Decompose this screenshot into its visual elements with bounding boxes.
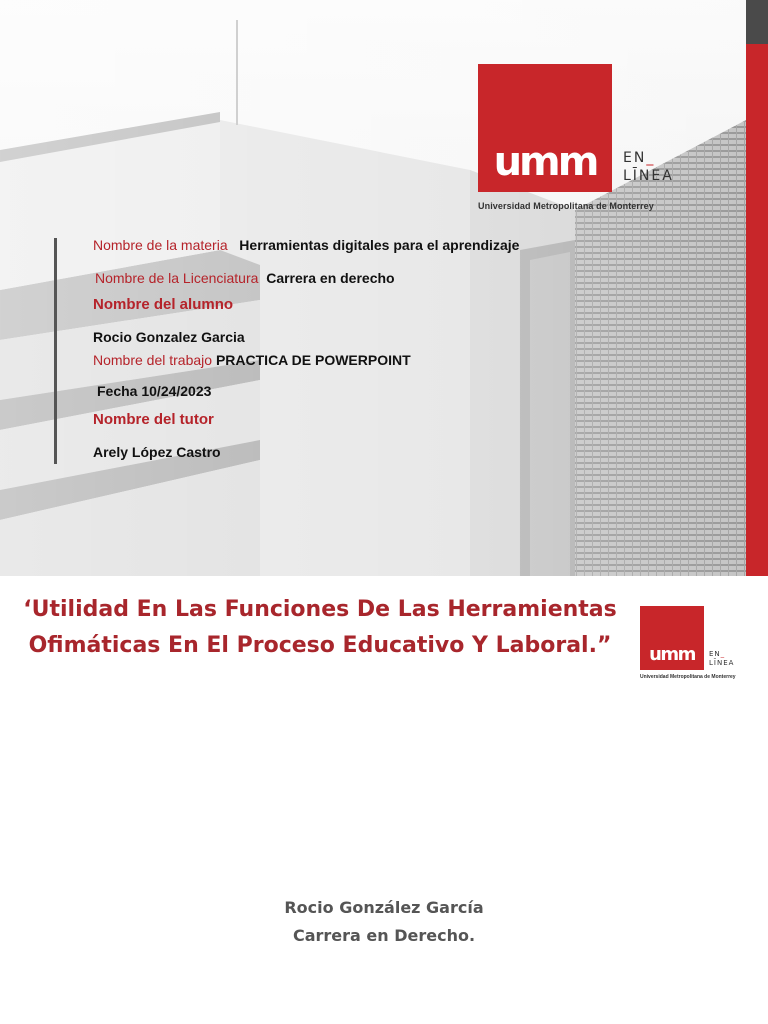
umm-logo: [478, 64, 688, 216]
licenciatura-row: [95, 270, 395, 286]
accent-bar-gray: [746, 0, 768, 44]
info-divider-line: [54, 238, 57, 464]
licenciatura-label: Nombre de la Licenciatura: [95, 270, 259, 286]
umm-logo-small: [640, 606, 750, 686]
tutor-value-row: [93, 444, 221, 460]
tutor-value: Arely López Castro: [93, 444, 221, 460]
author-program: Carrera en Derecho.: [292, 926, 476, 945]
logo-mark: umm: [493, 139, 597, 185]
accent-bar-red: [746, 44, 768, 576]
fecha-row: Fecha 10/24/2023: [97, 383, 212, 399]
tutor-label: Nombre del tutor: [93, 411, 214, 428]
trabajo-label: Nombre del trabajo: [93, 352, 213, 368]
title-line-2: Ofimáticas En El Proceso Educativo Y Laboral.”: [28, 633, 612, 658]
logo-small-linea-text: LĪNEA: [709, 659, 735, 667]
title-line-1: ‘Utilidad En Las Funciones De Las Herramientas: [23, 597, 617, 622]
logo-small-en-text: EN_: [709, 650, 726, 658]
logo-linea-text: LĪNEA: [623, 168, 674, 184]
trabajo-row: [93, 352, 411, 368]
title-slide: [0, 576, 768, 1024]
alumno-value: Rocio Gonzalez Garcia: [93, 329, 245, 345]
logo-en-text: EN_: [623, 150, 656, 166]
alumno-label: Nombre del alumno: [93, 296, 234, 313]
trabajo-value: PRACTICA DE POWERPOINT: [215, 352, 411, 368]
materia-row: [93, 237, 519, 253]
document-title: [10, 592, 630, 664]
logo-red-square: [478, 64, 612, 192]
author-block: [0, 894, 768, 950]
logo-caption: Universidad Metropolitana de Monterrey: [478, 201, 654, 211]
materia-label: Nombre de la materia: [93, 237, 228, 253]
logo-small-mark: umm: [649, 644, 695, 665]
logo-small-red-square: [640, 606, 704, 670]
logo-small-caption: Universidad Metropolitana de Monterrey: [640, 674, 736, 680]
materia-value: Herramientas digitales para el aprendizaje: [239, 237, 520, 253]
alumno-row: [93, 296, 233, 313]
author-name: Rocio González García: [284, 898, 484, 917]
tutor-row: [93, 411, 214, 428]
licenciatura-value: Carrera en derecho: [266, 270, 395, 286]
alumno-value-row: [93, 329, 245, 345]
